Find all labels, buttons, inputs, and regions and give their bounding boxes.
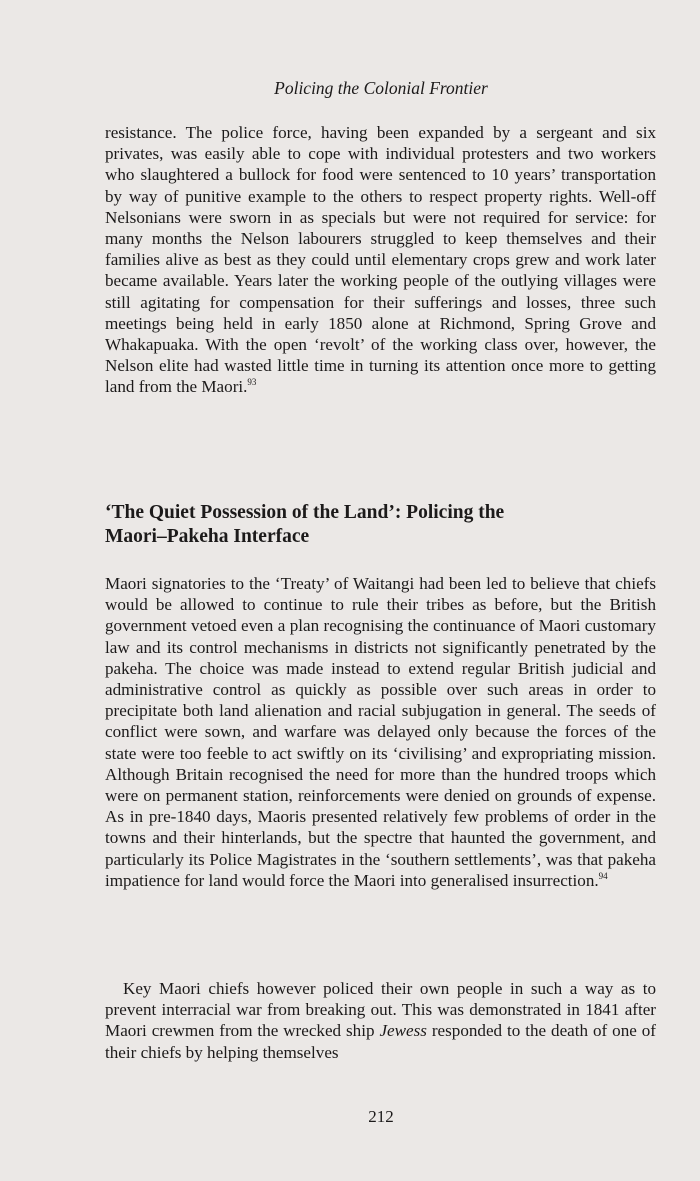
paragraph-1-text: resistance. The police force, having been expanded by a sergeant and six privates, was easily able to cope with individual protesters and two workers who slaughtered a bullock for food were sentenced to 10 years’ transportation by way of punitive example to the others to respect property rights. Well-off Nelsonians were sworn in as specials but were not required for service: for many months the Nelson labourers struggled to keep themselves and their families alive as best as they could until elementary crops grew and work later became available. Years later the working people of the outlying villages were still agitating for compensation for their sufferings and losses, three such meetings being held in early 1850 alone at Richmond, Spring Grove and Whakapuaka. With the open ‘revolt’ of the working class over, however, the Nelson elite had wasted little time in turning its attention once more to getting land from the Maori. bbox=[105, 123, 656, 397]
ship-name: Jewess bbox=[379, 1021, 427, 1041]
paragraph-3-text-start: Key Maori chiefs however policed their own people in such a way as to prevent interracial war from breaking out. This was demonstrated in 1841 after Maori crewmen from the wrecked ship bbox=[105, 979, 656, 1041]
paragraph-2 bbox=[105, 573, 656, 891]
paragraph-1 bbox=[105, 122, 656, 398]
section-heading bbox=[105, 501, 625, 549]
paragraph-2-text: Maori signatories to the ‘Treaty’ of Waitangi had been led to believe that chiefs would be allowed to continue to rule their tribes as before, but the British government vetoed even a plan recognising the continuance of Maori customary law and its control mechanisms in districts not significantly penetrated by the pakeha. The choice was made instead to extend regular British judicial and administrative control as quickly as possible over such areas in order to precipitate both land alienation and racial subjugation in general. The seeds of conflict were sown, and warfare was delayed only because the forces of the state were too feeble to act swiftly on its ‘civilising’ and expropriating mission. Although Britain recognised the need for more than the hundred troops which were on permanent station, reinforcements were denied on grounds of expense. As in pre-1840 days, Maoris presented relatively few problems of order in the towns and their hinterlands, but the spectre that haunted the government, and particularly its Police Magistrates in the ‘southern settlements’, was that pakeha impatience for land would force the Maori into generalised insurrection. bbox=[105, 574, 656, 890]
paragraph-3 bbox=[105, 978, 656, 1063]
footnote-ref-93: 93 bbox=[247, 377, 257, 388]
paragraph-3-text-end: responded to the death of one of their chiefs by helping themselves bbox=[105, 1021, 656, 1062]
running-header: Policing the Colonial Frontier bbox=[274, 78, 488, 98]
page-number: 212 bbox=[368, 1107, 394, 1126]
section-heading-line-1: ‘The Quiet Possession of the Land’: Policing the bbox=[105, 502, 505, 523]
footnote-ref-94: 94 bbox=[598, 870, 608, 881]
section-heading-line-2: Maori–Pakeha Interface bbox=[105, 526, 310, 547]
